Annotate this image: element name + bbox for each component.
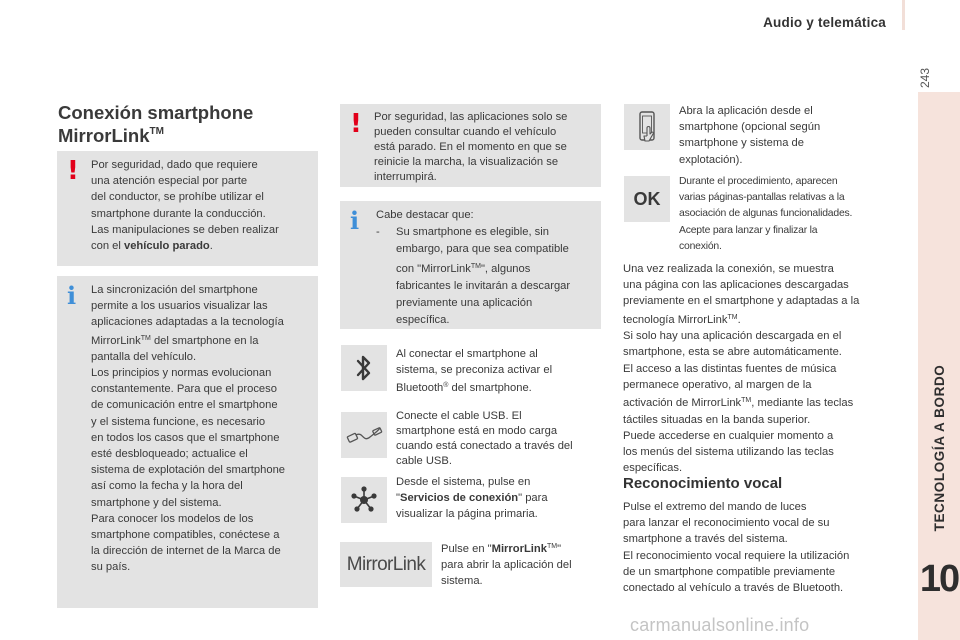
warning-text-apps: Por seguridad, las aplicaciones solo se pueden consultar cuando el vehículo está parado. En el momento en que se reinicie la marcha, la visualización se interrumpirá. [374,111,568,183]
page-title [58,103,253,145]
paragraph-music-access: El acceso a las distintas fuentes de música permanece operativo, al margen de la activación de MirrorLink™, mediante las teclas táctiles situadas en la banda superior. Puede accederse en cualquier momento a los menús del sistema utilizando las teclas específicas. [623,363,854,475]
step-ok-text: Durante el procedimiento, aparecen varias páginas-pantallas relativas a la asociación de algunas funcionalidades. Acepte para lanzar y finalizar la conexión. [679,176,853,252]
page-number: 243 [918,67,932,89]
smartphone-touch-icon [624,104,670,150]
page-title-line2: MirrorLink™ [58,125,164,146]
chapter-label: TECNOLOGÍA A BORDO [931,364,947,532]
header-divider [902,0,905,30]
section-heading-voice: Reconocimiento vocal [623,475,783,492]
connected-services-icon [341,477,387,523]
paragraph-voice: Pulse el extremo del mando de luces para lanzar el reconocimiento vocal de su smartphone a través del sistema. El reconocimiento vocal requiere la utilización de un smartphone compatible previamente conectado al vehículo a través de Bluetooth. [623,501,850,595]
step-bluetooth-text: Al conectar el smartphone al sistema, se preconiza activar el Bluetooth® del smartphone. [396,348,553,395]
warning-text-driving: Por seguridad, dado que requiere una atención especial por parte del conductor, se prohíbe utilizar el smartphone durante la conducción. Las manipulaciones se deben realizar con el vehículo parado. [91,159,279,253]
usb-cable-icon [341,412,387,458]
step-services-text: Desde el sistema, pulse en "Servicios de conexión" para visualizar la página primaria. [396,476,548,521]
info-text-sync: La sincronización del smartphone permite a los usuarios visualizar las aplicaciones adaptadas a la tecnología MirrorLink™ del smartphone en la pantalla del vehículo. Los principios y normas evolucionan constantemente. Para que el proceso de comunicación entre el smartphone y el sistema funcione, es necesario en todos los casos que el smartphone esté desbloqueado; actualice el sistema de explotación del smartphone así como la fecha y la hora del smartphone y del sistema. Para conocer los modelos de los smartphone compatibles, conéctese a la dirección de internet de la Marca de su país. [91,284,286,574]
warning-icon: ! [350,109,362,139]
ok-icon-text: OK [633,188,661,209]
ok-icon [624,176,670,222]
warning-icon: ! [67,156,79,186]
bluetooth-icon [341,345,387,391]
step-usb-text: Conecte el cable USB. El smartphone está en modo carga cuando está conectado a través del cable USB. [396,410,573,467]
info-text-compat: Cabe destacar que: - Su smartphone es elegible, sin embargo, para que sea compatible con "MirrorLink™", algunos fabricantes le invitarán a descargar previamente una aplicación específica. [376,209,571,326]
info-icon: i [350,206,360,235]
mirrorlink-logo-text: MirrorLink [346,553,426,575]
running-header-title: Audio y telemática [763,15,886,30]
paragraph-connection: Una vez realizada la conexión, se muestra una página con las aplicaciones descargadas previamente en el smartphone y adaptadas a la tecnología MirrorLink™. Si solo hay una aplicación descargada en el smartphone, esta se abre automáticamente. [623,263,860,359]
chapter-number: 10 [919,558,959,600]
mirrorlink-logo-icon [340,542,432,587]
step-mirrorlink-text: Pulse en "MirrorLink™" para abrir la aplicación del sistema. [441,543,572,588]
page-title-line1: Conexión smartphone [58,102,254,123]
watermark: carmanualsonline.info [630,615,810,635]
step-app-text: Abra la aplicación desde el smartphone (opcional según smartphone y sistema de explotación). [679,105,821,166]
info-icon: i [67,281,77,310]
